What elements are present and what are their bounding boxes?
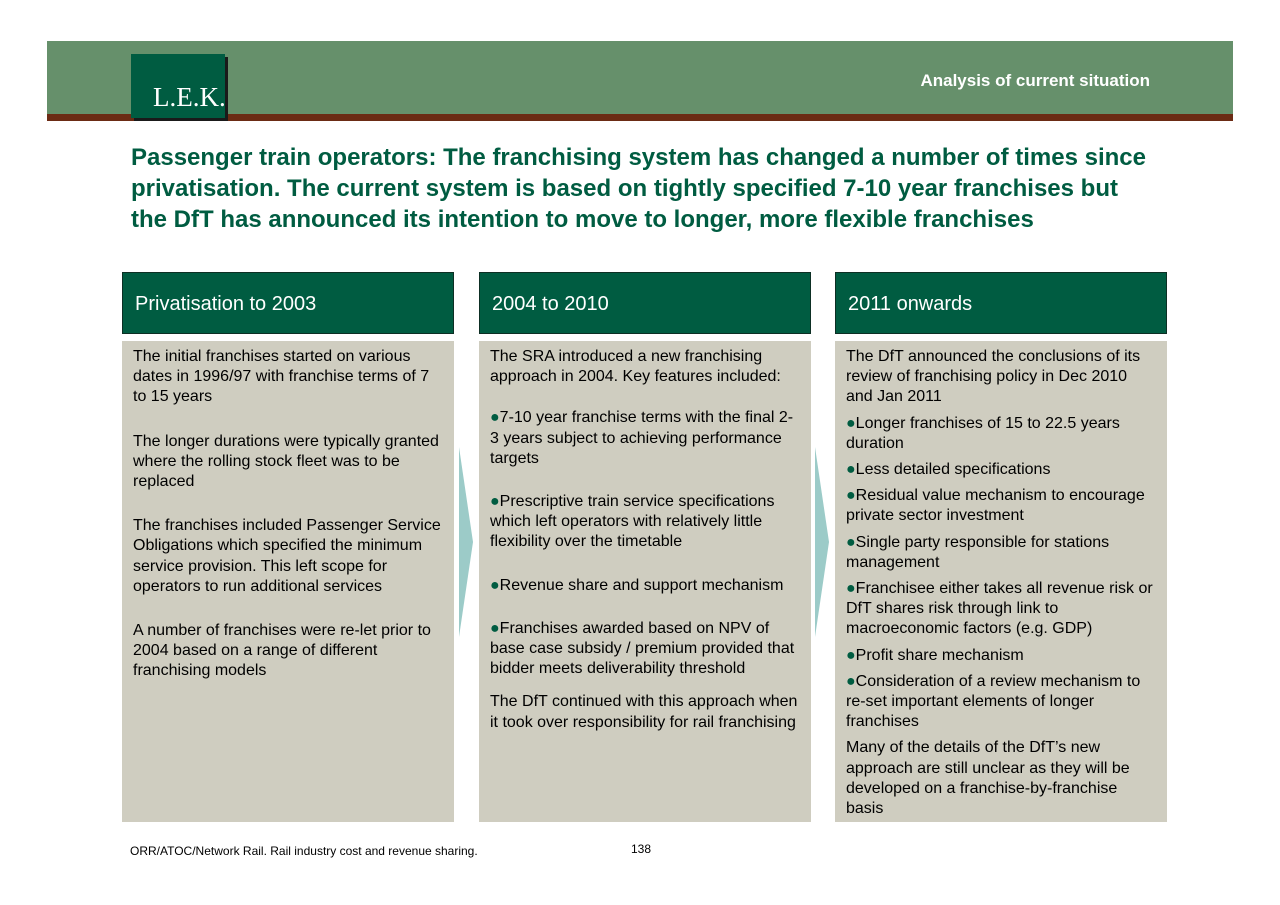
column-body-privatisation <box>122 341 454 822</box>
bullet-item: ●Profit share mechanism <box>846 646 1024 664</box>
bullet-icon: ● <box>846 646 856 664</box>
section-label: Analysis of current situation <box>920 71 1150 90</box>
chevron-arrow-2 <box>815 447 829 637</box>
lek-logo: L.E.K. <box>131 54 225 118</box>
page-title: Passenger train operators: The franchising system has changed a number of times since privatisation. The current system is based on tightly specified 7-10 year franchises but the DfT has announced its intention to move to longer, more flexible franchises <box>131 144 1146 233</box>
bullet-icon: ● <box>846 672 856 690</box>
bullet-item: ●Less detailed specifications <box>846 461 1051 479</box>
bullet-item: ●Revenue share and support mechanism <box>490 576 784 594</box>
bullet-icon: ● <box>846 487 856 505</box>
bullet-icon: ● <box>490 409 500 427</box>
column-body-2011-onwards <box>835 341 1167 822</box>
bullet-item: ●Prescriptive train service specifications which left operators with relatively little flexibility over the timetable <box>490 493 775 551</box>
bullet-icon: ● <box>490 576 500 594</box>
bullet-item: ●Consideration of a review mechanism to re-set important elements of longer franchises <box>846 672 1141 731</box>
bullet-icon: ● <box>846 414 856 432</box>
bullet-item: ●Franchises awarded based on NPV of base case subsidy / premium provided that bidder meets deliverability threshold <box>490 619 795 678</box>
bullet-item: ●Franchisee either takes all revenue risk or DfT shares risk through link to macroeconomic factors (e.g. GDP) <box>846 580 1153 638</box>
closing-text: Many of the details of the DfT’s new approach are still unclear as they will be developed on a franchise-by-franchise basis <box>846 739 1130 818</box>
bullet-item: ●Residual value mechanism to encourage private sector investment <box>846 487 1145 525</box>
paragraph: The franchises included Passenger Service Obligations which specified the minimum service provision. This left scope for operators to run additional services <box>133 517 441 595</box>
column-heading-privatisation: Privatisation to 2003 <box>122 272 454 334</box>
bullet-icon: ● <box>846 580 856 598</box>
bullet-icon: ● <box>490 619 500 637</box>
paragraph: The initial franchises started on various dates in 1996/97 with franchise terms of 7 to 15 years <box>133 348 430 406</box>
column-heading-2011-onwards: 2011 onwards <box>835 272 1167 334</box>
paragraph: A number of franchises were re-let prior to 2004 based on a range of different franchising models <box>133 622 431 680</box>
page-number: 138 <box>631 842 652 856</box>
column-heading-2004-2010: 2004 to 2010 <box>479 272 811 334</box>
bullet-item: ●Single party responsible for stations management <box>846 533 1110 571</box>
intro-text: The SRA introduced a new franchising approach in 2004. Key features included: <box>490 348 781 386</box>
intro-text: The DfT announced the conclusions of its review of franchising policy in Dec 2010 and Jan 2011 <box>846 348 1141 406</box>
chevron-arrow-1 <box>459 447 473 637</box>
closing-text: The DfT continued with this approach when it took over responsibility for rail franchising <box>490 693 798 731</box>
bullet-item: ●7-10 year franchise terms with the final 2-3 years subject to achieving performance targets <box>490 409 794 467</box>
footer-source: ORR/ATOC/Network Rail. Rail industry cost and revenue sharing. <box>130 844 478 858</box>
bullet-icon: ● <box>490 493 500 511</box>
bullet-item: ●Longer franchises of 15 to 22.5 years duration <box>846 414 1120 452</box>
paragraph: The longer durations were typically granted where the rolling stock fleet was to be replaced <box>133 432 439 491</box>
bullet-icon: ● <box>846 533 856 551</box>
column-body-2004-2010 <box>479 341 811 822</box>
bullet-icon: ● <box>846 461 856 479</box>
